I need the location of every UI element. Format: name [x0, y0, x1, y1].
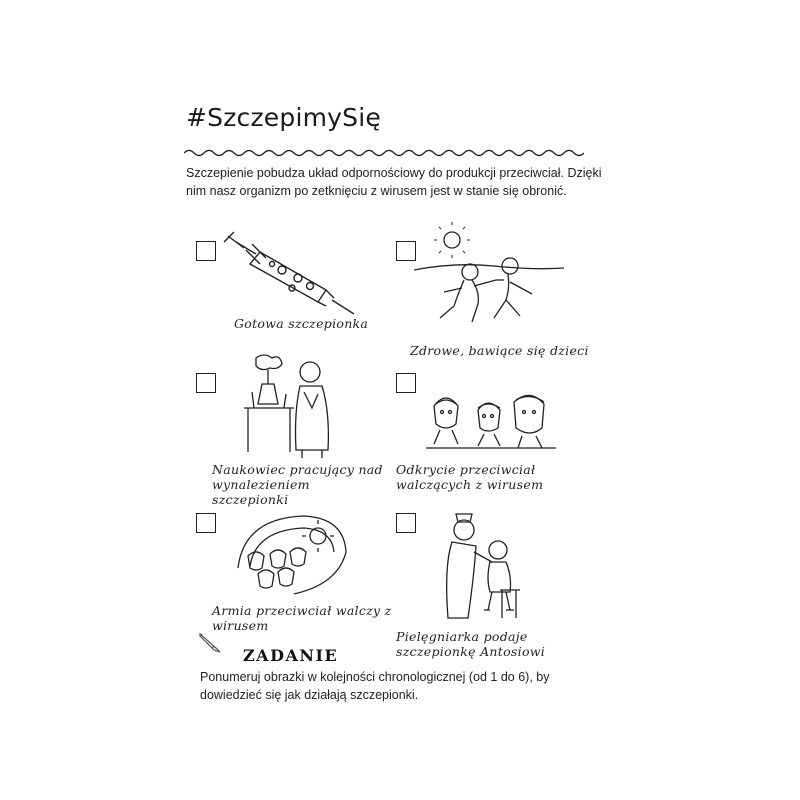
children-playing-icon [414, 222, 564, 334]
nurse-icon [440, 506, 530, 624]
checkbox-army[interactable] [196, 513, 216, 533]
caption-scientist: Naukowiec pracujący nad wynalezieniem szczepionki [212, 462, 383, 507]
caption-nurse: Pielęgniarka podaje szczepionkę Antosiowi [396, 629, 546, 659]
intro-text: Szczepienie pobudza układ odpornościowy do produkcji przeciwciał. Dzięki nim nasz organizm po zetknięciu z wirusem jest w stanie się obronić. [186, 166, 602, 198]
page-title: #SzczepimySię [186, 103, 381, 132]
task-title: ZADANIE [243, 646, 339, 665]
antibodies-icon [426, 384, 556, 452]
scientist-icon [244, 352, 356, 462]
caption-army: Armia przeciwciał walczy z wirusem [212, 603, 392, 633]
checkbox-nurse[interactable] [396, 513, 416, 533]
pencil-icon [198, 632, 222, 654]
checkbox-antibodies[interactable] [396, 373, 416, 393]
checkbox-syringe[interactable] [196, 241, 216, 261]
task-text: Ponumeruj obrazki w kolejności chronologicznej (od 1 do 6), by dowiedzieć się jak działają szczepionki. [200, 670, 550, 702]
wavy-divider [184, 148, 584, 158]
caption-children: Zdrowe, bawiące się dzieci [410, 343, 589, 358]
caption-antibodies: Odkrycie przeciwciał walczących z wirusem [396, 462, 544, 492]
caption-syringe: Gotowa szczepionka [234, 316, 369, 331]
checkbox-children[interactable] [396, 241, 416, 261]
syringe-icon [222, 228, 362, 318]
checkbox-scientist[interactable] [196, 373, 216, 393]
antibody-army-icon [234, 508, 352, 596]
